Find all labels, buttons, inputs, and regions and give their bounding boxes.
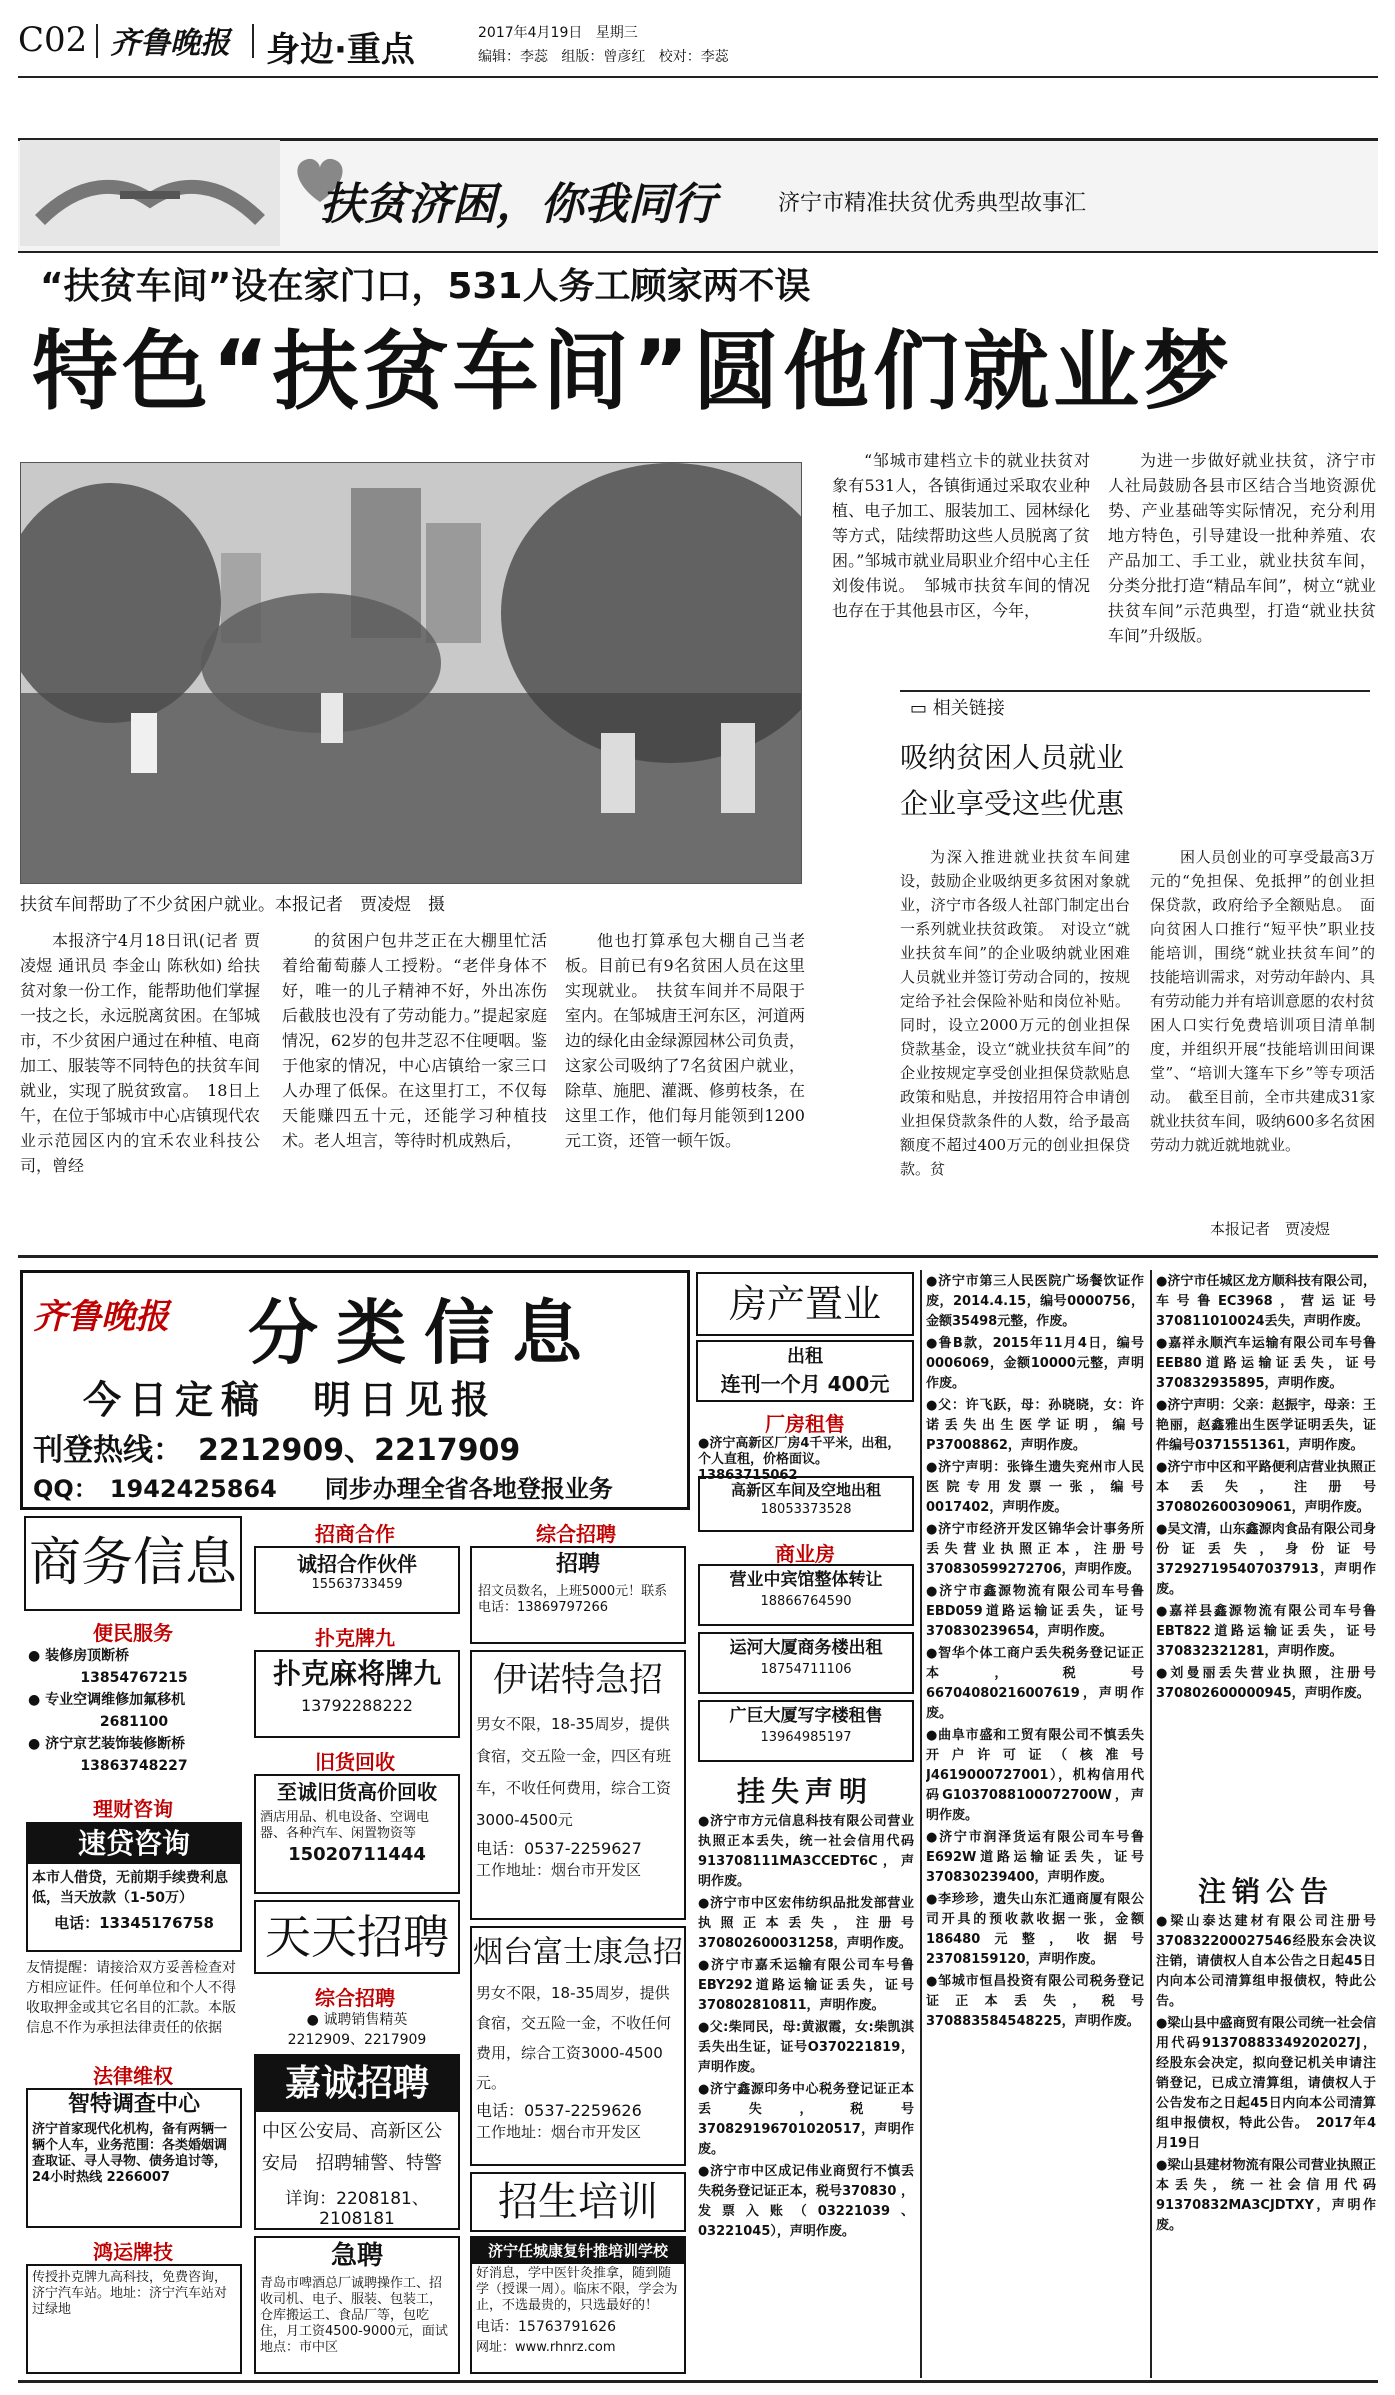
urgent-title: 急聘: [330, 2241, 383, 2271]
business-info-box: [24, 1516, 242, 1611]
banner-subtitle: 济宁市精准扶贫优秀典型故事汇: [778, 191, 1087, 216]
jiacheng-phone: 详询：2208181、2108181: [285, 2189, 429, 2229]
sidebar-label: ▭ 相关链接: [910, 698, 1005, 719]
cat-invest: 招商合作: [315, 1522, 395, 1546]
jobs-line: ● 诚聘销售精英: [306, 2012, 408, 2028]
lost-notices: [698, 1812, 914, 2377]
article-text: 他也打算承包大棚自己当老板。目前已有9名贫困人员在这里实现就业。 扶贫车间并不局限于室内。在邹城唐王河东区，河道两边的绿化由金绿源园林公司负责，这家公司吸纳了7名贫困户就业，除草、施肥、灌溉、修剪枝条，在这里工作，他们每月能领到1200元工资，还管一顿午饭。: [565, 931, 805, 1150]
school-ad: [470, 2236, 686, 2374]
article-column-3: [565, 928, 805, 1228]
classifieds-title: 分类信息: [248, 1291, 600, 1374]
article-photo: [20, 462, 802, 884]
classifieds-qq: QQ： 1942425864 同步办理全省各地登报业务: [33, 1475, 613, 1503]
hiring-text: 招文员数名，上班5000元！联系电话：13869797266: [478, 1584, 668, 1615]
hiring-ad: [470, 1546, 686, 1644]
article-text: 本报济宁4月18日讯(记者 贾凌煜 通讯员 李金山 陈秋如) 给扶贫对象一份工作，能帮助他们掌握一技之长，永远脱离贫困。在邹城市，不少贫困户通过在种植、电商加工、服装等不同特色的扶贫车间就业，实现了脱贫致富。 18日上午，在位于邹城市中心店镇现代农业示范园区内的宜禾农业科技公司，曾经: [20, 931, 260, 1175]
column-divider: [1150, 1270, 1152, 2378]
recycle-text: 酒店用品、机电设备、空调电器、各种汽车、闲置物资等: [260, 1810, 430, 1841]
notice-item: ●济宁声明：父亲：赵振宇，母亲：王艳丽，赵鑫雅出生医学证明丢失，证件编号0371551361，声明作废。: [1156, 1398, 1376, 1453]
lost-title: 挂失声明: [736, 1775, 873, 1808]
school-text: 好消息，学中医针灸推拿，随到随学（授课一周）。临床不限，学会为止，不选最贵的，只选最好的！: [476, 2266, 678, 2313]
notice-item: ●济宁市鑫源物流有限公司车号鲁EBD059道路运输证丢失，证号370830239654，声明作废。: [926, 1584, 1144, 1639]
cat-finance: 理财咨询: [93, 1797, 173, 1821]
yinuo-ad: [470, 1650, 686, 1920]
invest-ad: [254, 1546, 460, 1614]
section-title: 身边·重点: [266, 30, 415, 70]
notice-item: ●济宁市润泽货运有限公司车号鲁E692W道路运输证丢失，证号370830239400，声明作废。: [926, 1830, 1144, 1885]
bottom-rule: [18, 2380, 1378, 2383]
cat-rent: 厂房租售: [765, 1412, 845, 1436]
sidebar-text: 为深入推进就业扶贫车间建设，鼓励企业吸纳更多贫困对象就业，济宁市各级人社部门制定出台一系列就业扶贫政策。 对设立“就业扶贫车间”的企业吸纳就业困难人员就业并签订劳动合同的，按规定给予社会保险补贴和岗位补贴。同时，设立2000万元的创业担保贷款基金，设立“就业扶贫车间”的企业按规定享受创业担保贷款贴息政策和贴息，并按招用符合申请创业担保贷款条件的人数，给予最高额度不超过400万元的创业担保贷款。贫: [900, 848, 1130, 1178]
foxconn-title: 烟台富士康急招: [473, 1935, 683, 1970]
recycle-title: 至诚旧货高价回收: [277, 1780, 437, 1804]
ad-ac-phone: 2681100: [99, 1714, 169, 1730]
warning-text: 友情提醒：请接洽双方妥善检查对方相应证件。任何单位和个人不得收取押金或其它名目的汇款。本版信息不作为承担法律责任的依据: [26, 1960, 236, 2036]
sidebar-rule: [900, 690, 1370, 692]
lost-notice: ●济宁市嘉禾运输有限公司车号鲁EBY292道路运输证丢失，证号370802810811，声明作废。: [698, 1958, 914, 2013]
classifieds-brand: 齐鲁晚报: [33, 1297, 169, 1337]
urgent-ad: [254, 2236, 460, 2374]
sidebar-text: 困人员创业的可享受最高3万元的“免担保、免抵押”的创业担保贷款，政府给予全额贴息。 面向贫困人口推行“短平快”职业技能培训，围绕“就业扶贫车间”的技能培训需求，对劳动年龄内、具有劳动能力并有培训意愿的农村贫困人口实行免费培训项目清单制度，并组织开展“技能培训田间课堂”、“培训大篷车下乡”等专项活动。 截至目前，全市共建成31家就业扶贫车间，吸纳600多名贫困劳动力就近就地就业。: [1150, 848, 1375, 1154]
plaque-ad: [26, 2264, 242, 2374]
banner-title: 扶贫济困，你我同行: [320, 179, 716, 230]
school-phone: 电话：15763791626: [476, 2319, 616, 2335]
notice-item: ●吴文清，山东鑫源肉食品有限公司身份证丢失，身份证号372927195407037913，声明作废。: [1156, 1522, 1376, 1597]
jiacheng-text: 中区公安局、高新区公安局 招聘辅警、特警: [262, 2121, 442, 2174]
jobs-line-text: 诚聘销售精英: [323, 2012, 408, 2028]
school-url: 网址：www.rhnrz.com: [476, 2340, 616, 2355]
notice-item: ●邹城市恒昌投资有限公司税务登记证正本丢失，税号370883584548225，声明作废。: [926, 1974, 1144, 2029]
lost-notice: ●济宁市方元信息科技有限公司营业执照正本丢失，统一社会信用代码913708111MA3CCEDT6C，声明作废。: [698, 1814, 914, 1889]
jobs-phones: 2212909、2217909: [287, 2032, 427, 2048]
article-column-5: [1108, 448, 1376, 658]
ad-jingzhi-phone: 13863748227: [80, 1758, 188, 1774]
lost-notice: ●济宁市中区宏伟纺织品批发部营业执照正本丢失，注册号370802600031258，声明作废。: [698, 1896, 914, 1951]
detective-title: 智特调查中心: [67, 2092, 200, 2117]
page-number: C02: [18, 20, 88, 60]
mid-notices: [926, 1272, 1144, 2377]
notice-item: ●鲁B款，2015年11月4日，编号0006069，金额10000元整，声明作废。: [926, 1336, 1144, 1391]
poker-ad: [254, 1650, 460, 1738]
jiacheng-ad: [254, 2054, 460, 2230]
cancel-title: 注销公告: [1197, 1875, 1334, 1908]
ad-deco-phone: 13854767215: [80, 1670, 188, 1686]
guangju-title: 广巨大厦写字楼租售: [729, 1706, 883, 1726]
article-column-2: [282, 928, 547, 1228]
cat-jobs: 综合招聘: [315, 1986, 395, 2010]
poker-phone: 13792288222: [301, 1696, 413, 1715]
invest-phone: 15563733459: [311, 1577, 403, 1592]
article-headline: 特色“扶贫车间”圆他们就业梦: [32, 322, 1234, 422]
article-text: 的贫困户包井芝正在大棚里忙活着给葡萄藤人工授粉。“老伴身体不好，唯一的儿子精神不好，外出冻伤后截肢也没有了劳动能力。”提起家庭情况，62岁的包井芝忍不住哽咽。鉴于他家的情况，中心店镇给一家三口人办理了低保。在这里打工，不仅每天能赚四五十元，还能学习种植技术。老人坦言，等待时机成熟后，: [282, 931, 547, 1150]
notice-item: ●曲阜市盛和工贸有限公司不慎丢失开户许可证（核准号J4619000727001），机构信用代码G1037088100072700W，声明作废。: [926, 1728, 1144, 1823]
lost-notice: ●父:柴同民，母:黄淑霞，女:柴凯淇丢失出生证，证号O370221819，声明作废。: [698, 2020, 914, 2075]
detective-ad: [26, 2088, 242, 2228]
column-divider: [920, 1270, 922, 2378]
yinuo-title: 伊诺特急招: [493, 1660, 663, 1700]
urgent-text: 青岛市啤酒总厂诚聘操作工、招收司机、电子、服装、包装工，仓库搬运工、食品厂等，包吃住，月工资4500-9000元，面试地点：市中区: [260, 2276, 448, 2355]
recycle-ad: [254, 1774, 460, 1894]
foxconn-addr: 工作地址：烟台市开发区: [476, 2123, 642, 2141]
guangju-ad: [698, 1700, 914, 1762]
yinuo-phone: 电话：0537-2259627: [476, 1839, 642, 1858]
cat-recycle: 旧货回收: [315, 1750, 395, 1774]
classifieds-hotline: 刊登热线： 2212909、2217909: [33, 1433, 521, 1468]
loan-title: 速贷咨询: [28, 1824, 240, 1864]
notice-item: ●济宁市任城区龙方顺科技有限公司，车号鲁EC3968，营运证号370811010024丢失，声明作废。: [1156, 1274, 1376, 1329]
header-divider: [96, 24, 98, 58]
hotel-ad: [698, 1564, 914, 1626]
realestate-title: 房产置业: [728, 1282, 881, 1326]
foxconn-phone: 电话：0537-2259626: [476, 2101, 642, 2120]
cancel-notice: ●梁山泰达建材有限公司注册号370832200027546经股东会决议注销，请债权人自本公告之日起45日内向本公司清算组申报债权，特此公告。: [1156, 1914, 1376, 2009]
notice-item: ●刘曼丽丢失营业执照，注册号370802600000945，声明作废。: [1156, 1666, 1376, 1701]
loan-text: 本市人借贷，无前期手续费利息低，当天放款（1-50万）: [32, 1870, 228, 1906]
jobs-ad: [254, 2010, 460, 2050]
notice-item: ●济宁市第三人民医院广场餐饮证作废，2014.4.15，编号0000756，金额35498元整，作废。: [926, 1274, 1144, 1329]
business-info-title: 商务信息: [28, 1533, 237, 1593]
cancel-notice: ●梁山县建材物流有限公司营业执照正本丢失，统一社会信用代码91370832MA3CJDTXY，声明作废。: [1156, 2158, 1376, 2233]
sidebar-title: [900, 735, 1124, 827]
office-ad: [698, 1632, 914, 1694]
sidebar-title-line: 企业享受这些优惠: [900, 787, 1125, 820]
daily-jobs-box: [254, 1900, 460, 1974]
article-column-4: [832, 448, 1090, 658]
ad-ac: ● 专业空调维修加氟移机: [28, 1692, 186, 1708]
ad-jingzhi-text: 济宁京艺装饰装修断桥: [45, 1736, 186, 1752]
header-divider: [252, 24, 254, 58]
cat-plaque: 鸿运牌技: [93, 2240, 173, 2264]
plaque-text: 传授扑克牌九高科技，免费咨询，济宁汽车站。地址：济宁汽车站对过绿地: [32, 2270, 228, 2317]
rent-price: 连刊一个月 400元: [720, 1372, 890, 1396]
ad-deco: ● 装修房顶断桥: [28, 1648, 130, 1664]
cat-poker: 扑克牌九: [315, 1626, 395, 1650]
notice-item: ●智华个体工商户丢失税务登记证正本，税号66704080216007619，声明作废。: [926, 1646, 1144, 1721]
convenience-ads: [28, 1645, 240, 1777]
office-title: 运河大厦商务楼出租: [729, 1638, 883, 1658]
lost-notice: ●济宁鑫源印务中心税务登记证正本丢失，税号370829196701020517，声明作废。: [698, 2082, 914, 2157]
yinuo-text: 男女不限，18-35周岁，提供食宿，交五险一金，四区有班车，不收任何费用，综合工资3000-4500元: [476, 1715, 672, 1829]
notice-item: ●济宁声明：张锋生遗失兖州市人民医院专用发票一张，编号0017402，声明作废。: [926, 1460, 1144, 1515]
hiring-title: 招聘: [555, 1552, 600, 1577]
cancel-notices: [1156, 1912, 1376, 2377]
photo-caption: 扶贫车间帮助了不少贫困户就业。本报记者 贾凌煜 摄: [20, 895, 445, 915]
sidebar-byline: 本报记者 贾凌煜: [1210, 1220, 1331, 1238]
poker-title: 扑克麻将牌九: [272, 1657, 441, 1690]
rent-price-box: [696, 1340, 914, 1402]
realestate-box: [696, 1272, 914, 1336]
foxconn-text: 男女不限，18-35周岁，提供食宿，交五险一金，不收任何费用，综合工资3000-4500元。: [476, 1984, 672, 2092]
guangju-phone: 13964985197: [760, 1730, 852, 1745]
rent-text: ●济宁高新区厂房4千平米，出租，个人直租，价格面议。13863715062: [698, 1436, 901, 1483]
office-phone: 18754711106: [760, 1662, 852, 1677]
ad-ac-text: 专业空调维修加氟移机: [45, 1692, 186, 1708]
cancel-notice: ●梁山县中盛商贸有限公司统一社会信用代码91370883349202027J，经股东会决定，拟向登记机关申请注销登记，已成立清算组，请债权人于公告发布之日起45日内向本公司清算组申报债权，特此公告。 2017年4月19日: [1156, 2016, 1376, 2151]
car-rent-title: 高新区车间及空地出租: [730, 1481, 881, 1499]
hotel-title: 营业中宾馆整体转让: [729, 1570, 883, 1590]
notice-item: ●济宁市中区和平路便利店营业执照正本丢失，注册号370802600309061，声明作废。: [1156, 1460, 1376, 1515]
car-rent-phone: 18053373528: [760, 1502, 852, 1517]
rent-label: 出租: [787, 1346, 823, 1367]
cat-legal: 法律维权: [93, 2064, 173, 2088]
handshake-icon: [20, 140, 280, 246]
article-kicker: “扶贫车间”设在家门口，531人务工顾家两不误: [40, 266, 811, 307]
car-rent-ad: [698, 1476, 914, 1532]
classifieds-slogan: 今日定稿 明日见报: [83, 1378, 498, 1422]
notice-item: ●李珍珍，遗失山东汇通商厦有限公司开具的预收款收据一张，金额186480元整，收据号23708159120，声明作废。: [926, 1892, 1144, 1967]
recycle-phone: 15020711444: [288, 1844, 426, 1865]
detective-text: 济宁首家现代化机构，备有两辆一辆个人车，业务范围：各类婚姻调查取证、寻人寻物、债务追讨等，24小时热线 2266007: [32, 2122, 228, 2185]
loan-ad: [26, 1822, 242, 1952]
invest-title: 诚招合作伙伴: [297, 1552, 417, 1576]
notice-item: ●嘉祥县鑫源物流有限公司车号鲁EBT822道路运输证丢失，证号370832321281，声明作废。: [1156, 1604, 1376, 1659]
daily-jobs-title: 天天招聘: [265, 1910, 449, 1964]
ad-jingzhi: ● 济宁京艺装饰装修断桥: [28, 1736, 186, 1752]
sidebar-column-b: [1150, 845, 1375, 1215]
ad-deco-text: 装修房顶断桥: [45, 1648, 130, 1664]
loan-phone: 电话：13345176758: [54, 1914, 214, 1932]
training-box: [470, 2172, 686, 2232]
training-title: 招生培训: [498, 2179, 658, 2225]
cat-convenience: 便民服务: [93, 1621, 173, 1645]
sidebar-label-text: 相关链接: [932, 698, 1005, 719]
jiacheng-title: 嘉诚招聘: [256, 2056, 458, 2112]
date-line: 2017年4月19日 星期三: [478, 25, 638, 41]
article-text: 为进一步做好就业扶贫，济宁市人社局鼓励各县市区结合当地资源优势、产业基础等实际情况，充分利用地方特色，引导建设一批种养殖、农产品加工、手工业，就业扶贫车间，分类分批打造“精品车间”，树立“就业扶贫车间”示范典型，打造“就业扶贫车间”升级版。: [1108, 451, 1376, 645]
header-rule: [18, 76, 1378, 78]
classifieds-header: [20, 1270, 690, 1510]
paper-logo: 齐鲁晚报: [110, 26, 230, 61]
sidebar-column-a: [900, 845, 1130, 1245]
article-text: “邹城市建档立卡的就业扶贫对象有531人，各镇街通过采取农业种植、电子加工、服装加工、园林绿化等方式，陆续帮助这些人员脱离了贫困。”邹城市就业局职业介绍中心主任刘俊伟说。 邹城市扶贫车间的情况也存在于其他县市区，今年，: [832, 451, 1090, 620]
sidebar-title-line: 吸纳贫困人员就业: [900, 741, 1125, 774]
notice-item: ●父：许飞跃，母：孙晓晓，女：许诺丢失出生医学证明，编号P37008862，声明作废。: [926, 1398, 1144, 1453]
cat-commercial: 商业房: [775, 1542, 835, 1566]
notice-item: ●嘉祥永顺汽车运输有限公司车号鲁EEB80道路运输证丢失，证号370832935895，声明作废。: [1156, 1336, 1376, 1391]
notice-item: ●济宁市经济开发区锦华会计事务所丢失营业执照正本，注册号370830599272706，声明作废。: [926, 1522, 1144, 1577]
article-column-1: [20, 928, 260, 1228]
lost-notice: ●济宁市中区成记伟业商贸行不慎丢失税务登记证正本，税号370830 ，发票入账（03221039、03221045），声明作废。: [698, 2164, 914, 2239]
school-title: 济宁任城康复针推培训学校: [472, 2238, 684, 2264]
classifieds-rule: [18, 1255, 1378, 1258]
staff-line: 编辑：李蕊 组版：曾彦红 校对：李蕊: [478, 49, 729, 65]
foxconn-ad: [470, 1926, 686, 2166]
hotel-phone: 18866764590: [760, 1594, 852, 1609]
right-notices: [1156, 1272, 1376, 1852]
cat-general: 综合招聘: [536, 1522, 616, 1546]
yinuo-addr: 工作地址：烟台市开发区: [476, 1861, 642, 1879]
